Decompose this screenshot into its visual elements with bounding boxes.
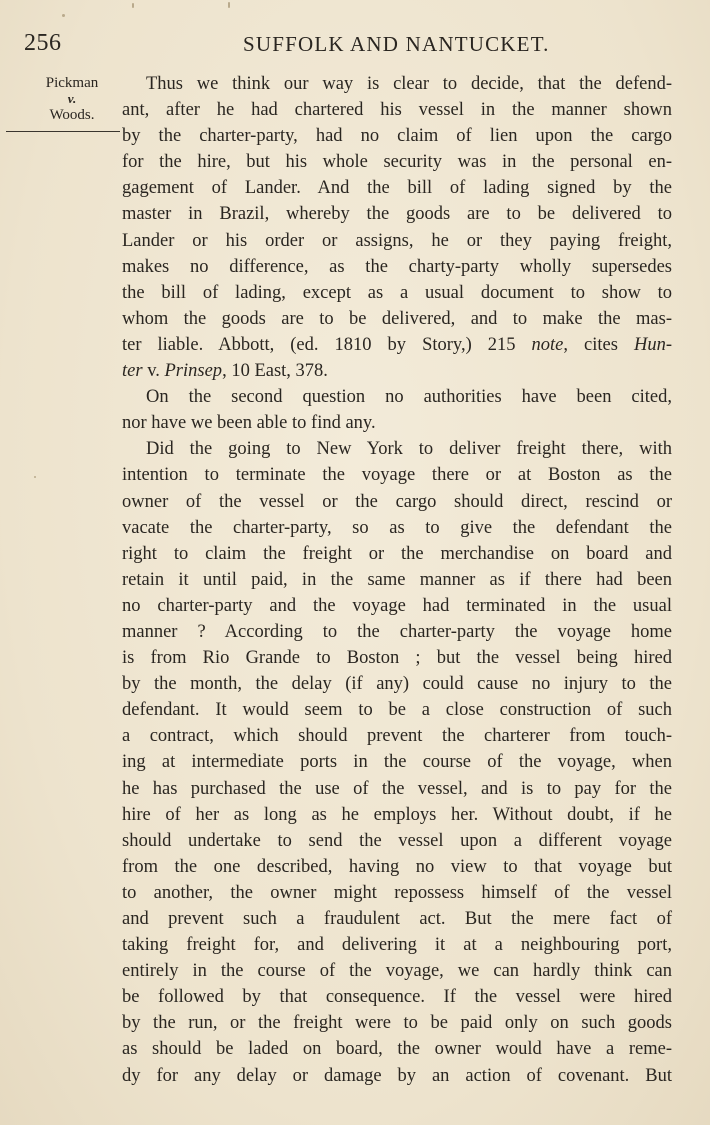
text-line: On the second question no authorities have been cited,	[146, 387, 672, 408]
citation-cites: , cites	[563, 334, 634, 355]
citation-versus: v.	[142, 361, 165, 382]
citation-case-b: Prinsep	[164, 361, 223, 382]
text-line: whom the goods are to be delivered, and to make the mas-	[122, 308, 672, 329]
text-line: master in Brazil, whereby the goods are to be delivered to	[122, 204, 672, 225]
citation-case-a-cont: ter	[122, 361, 143, 382]
text-line: right to claim the freight or the merchandise on board and	[122, 543, 672, 564]
text-line: nor have we been able to find any.	[122, 413, 376, 434]
body-text	[122, 71, 672, 1089]
citation-case-a: Hun-	[633, 334, 672, 355]
page-number: 256	[24, 30, 62, 56]
text-line: Did the going to New York to deliver freight there, with	[146, 439, 672, 460]
text-line: should undertake to send the vessel upon a different voyage	[122, 830, 672, 851]
sidenote-defendant: Woods.	[49, 107, 95, 123]
text-line: makes no difference, as the charty-party wholly supersedes	[122, 256, 672, 277]
text-line: dy for any delay or damage by an action of covenant. But	[122, 1065, 672, 1086]
text-line: the bill of lading, except as a usual document to show to	[122, 282, 672, 303]
text-line: intention to terminate the voyage there or at Boston as the	[122, 465, 672, 486]
text-line: entirely in the course of the voyage, we can hardly think can	[122, 961, 672, 982]
citation-text: ter liable. Abbott, (ed. 1810 by Story,) 215	[122, 334, 532, 355]
text-line: defendant. It would seem to be a close construction of such	[122, 700, 672, 721]
sidenote-rule	[6, 131, 120, 132]
text-line: be followed by that consequence. If the vessel were hired	[122, 987, 672, 1008]
running-title: SUFFOLK AND NANTUCKET.	[243, 32, 550, 56]
text-line: by the run, or the freight were to be paid only on such goods	[122, 1013, 672, 1034]
text-line: owner of the vessel or the cargo should direct, rescind or	[122, 491, 672, 512]
text-line: a contract, which should prevent the charterer from touch-	[122, 726, 672, 747]
text-line: ant, after he had chartered his vessel in the manner shown	[122, 100, 672, 121]
case-sidenote	[20, 74, 124, 124]
text-line: he has purchased the use of the vessel, and is to pay for the	[122, 778, 672, 799]
text-line: Thus we think our way is clear to decide, that the defend-	[146, 74, 672, 94]
text-line: Lander or his order or assigns, he or they paying freight,	[122, 230, 672, 251]
citation-line	[122, 332, 672, 358]
text-line: to another, the owner might repossess himself of the vessel	[122, 882, 672, 903]
text-line: from the one described, having no view to that voyage but	[122, 856, 672, 877]
text-line: no charter-party and the voyage had terminated in the usual	[122, 595, 672, 616]
text-line: as should be laded on board, the owner would have a reme-	[122, 1039, 672, 1060]
sidenote-plaintiff: Pickman	[45, 75, 99, 91]
text-line: hire of her as long as he employs her. Without doubt, if he	[122, 804, 672, 825]
page-header	[0, 28, 710, 62]
text-line: manner ? According to the charter-party the voyage home	[122, 621, 672, 642]
citation-note: note	[531, 334, 564, 355]
text-line: for the hire, but his whole security was in the personal en-	[122, 152, 672, 173]
text-line: taking freight for, and delivering it at a neighbouring port,	[122, 935, 672, 956]
text-line: is from Rio Grande to Boston ; but the vessel being hired	[122, 648, 672, 669]
text-line: gagement of Lander. And the bill of lading signed by the	[122, 178, 672, 199]
text-line: by the charter-party, had no claim of lien upon the cargo	[122, 126, 672, 147]
text-line: by the month, the delay (if any) could cause no injury to the	[122, 674, 672, 695]
citation-reporter: , 10 East, 378.	[222, 361, 328, 382]
text-line: vacate the charter-party, so as to give the defendant the	[122, 517, 672, 538]
citation-line	[122, 358, 672, 384]
sidenote-versus: v.	[67, 91, 77, 106]
text-line: ing at intermediate ports in the course of the voyage, when	[122, 752, 672, 773]
text-line: retain it until paid, in the same manner as if there had been	[122, 569, 672, 590]
text-line: and prevent such a fraudulent act. But the mere fact of	[122, 909, 672, 929]
